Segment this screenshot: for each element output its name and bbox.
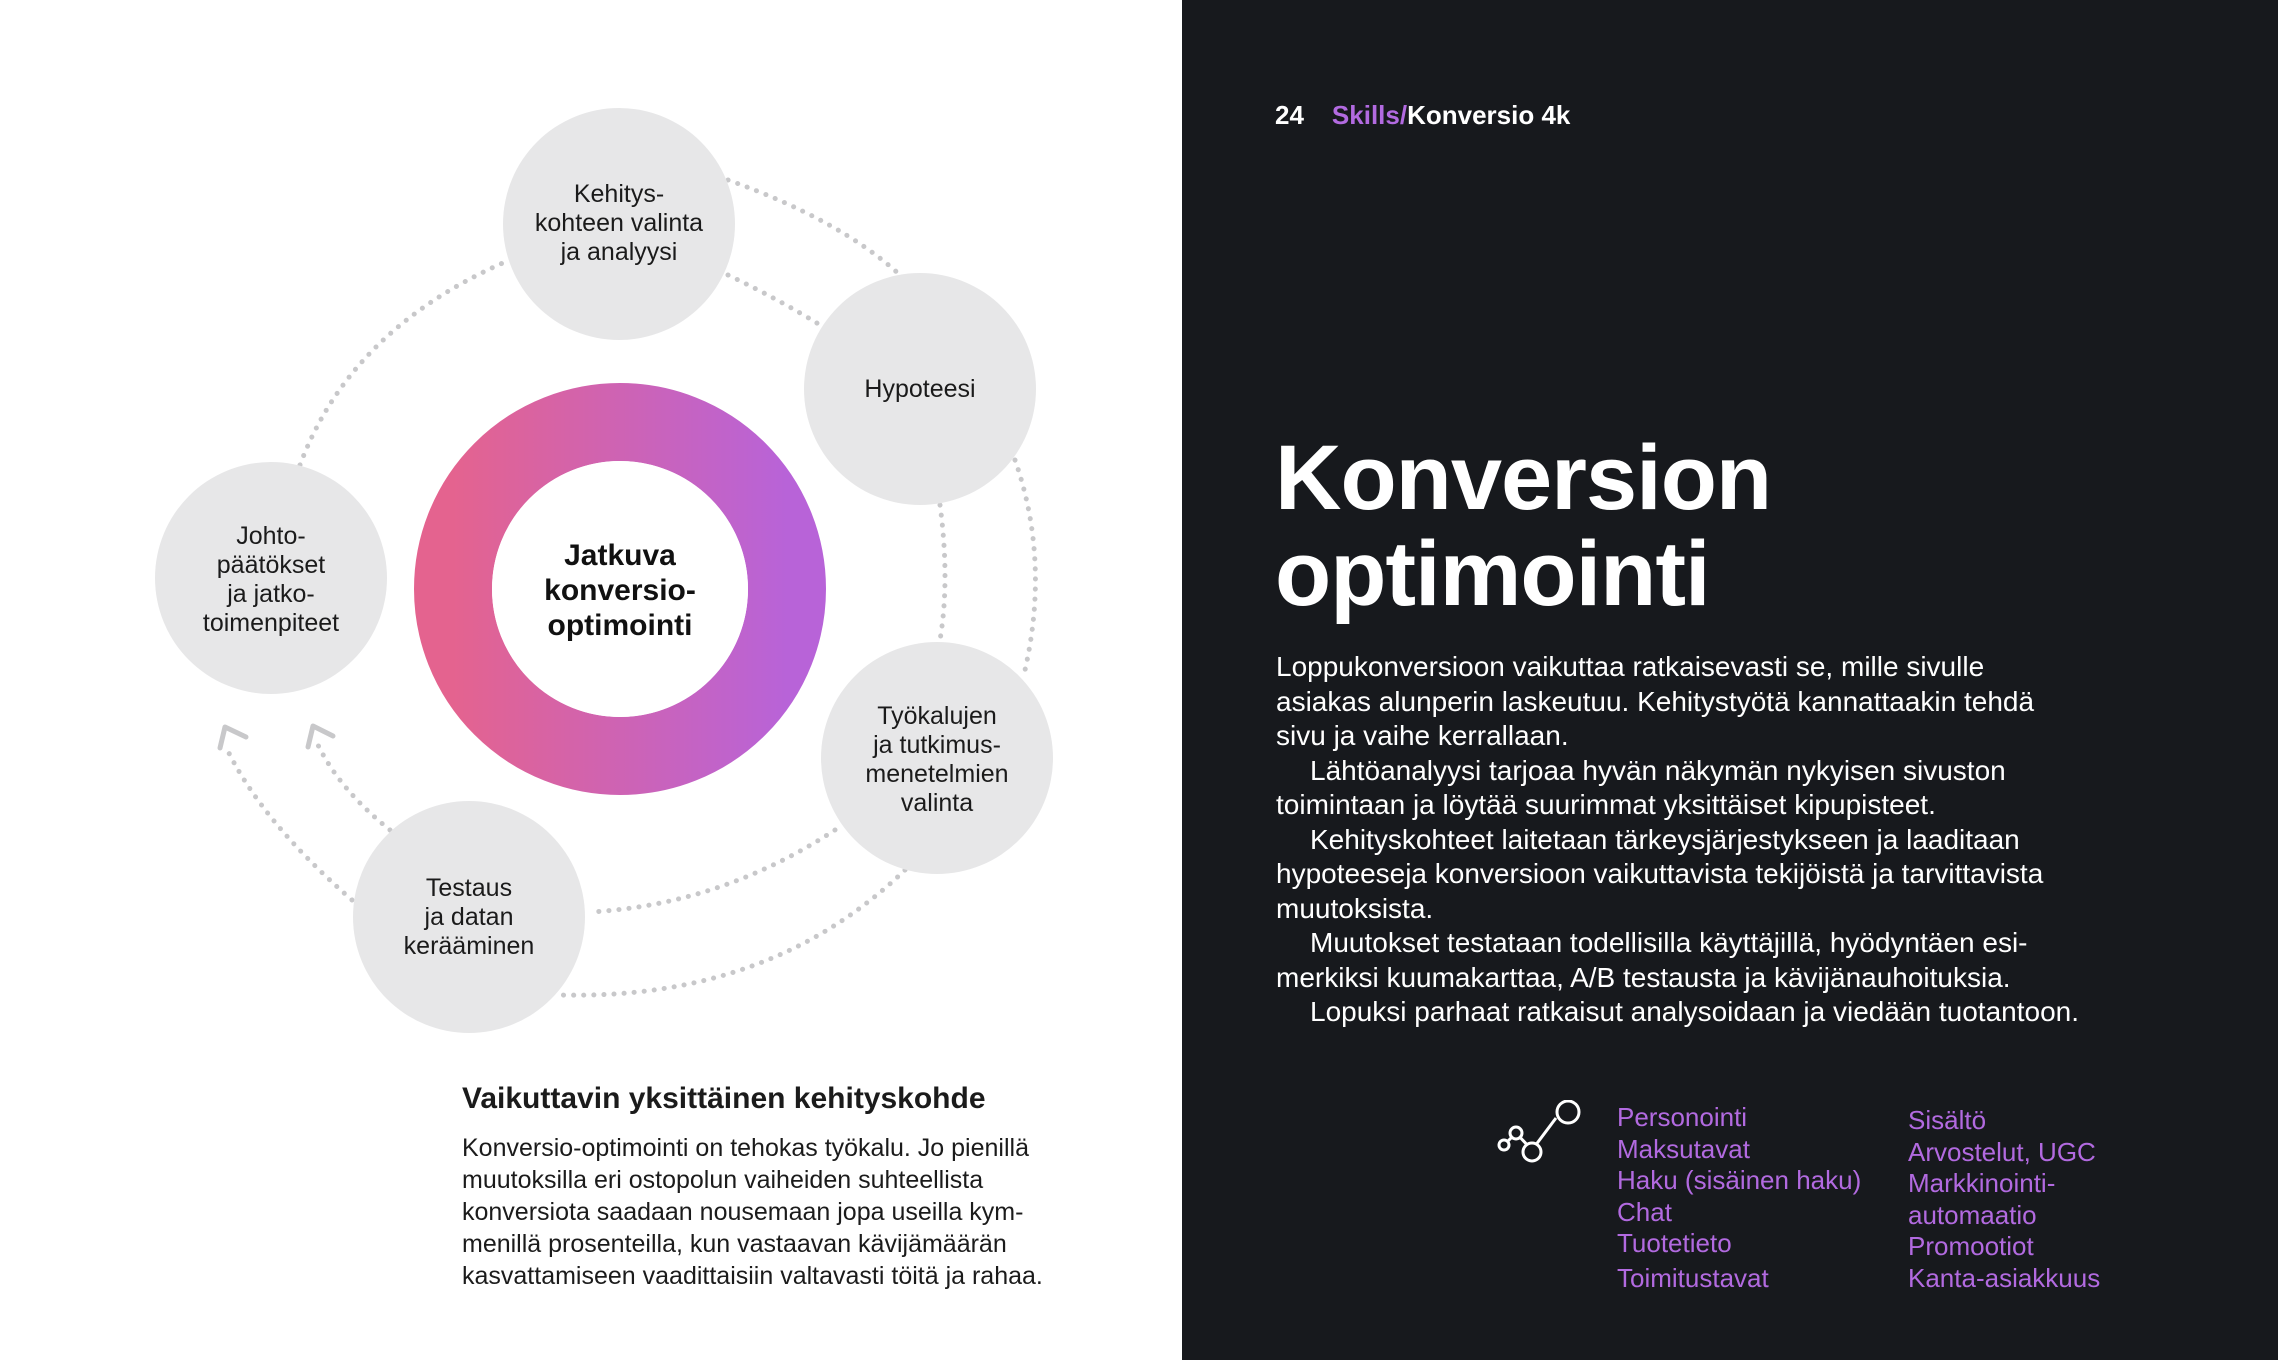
body-line: Loppukonversioon vaikuttaa ratkaisevasti se, mille sivulle xyxy=(1276,651,1985,682)
breadcrumb-skills: Skills/ xyxy=(1331,100,1408,130)
body-line: Lähtöanalyysi tarjoaa hyvän näkymän nykyisen sivuston xyxy=(1310,754,2006,786)
sub-body-line: kasvattamiseen vaadittaisiin valtavasti töitä ja rahaa. xyxy=(462,1262,1043,1290)
arc-2-inner xyxy=(940,505,945,640)
title-line: Konversion xyxy=(1275,427,1772,529)
arc-2-outer xyxy=(1015,460,1035,670)
node-line: kerääminen xyxy=(403,932,535,960)
title-line: optimointi xyxy=(1275,523,1710,625)
node-line: menetelmien xyxy=(865,760,1009,788)
center-line: optimointi xyxy=(547,609,693,642)
node-line: toimenpiteet xyxy=(202,609,340,637)
body-line: Kehityskohteet laitetaan tärkeysjärjestykseen ja laaditaan xyxy=(1310,823,2020,855)
feature-list-right xyxy=(1908,1105,2100,1294)
node-line: Hypoteesi xyxy=(864,375,976,403)
node-line: ja analyysi xyxy=(560,238,678,266)
list-item: Chat xyxy=(1617,1196,1672,1227)
feature-list-left xyxy=(1617,1102,1861,1294)
chart-nodes-icon xyxy=(1496,1100,1586,1170)
sub-body-line: muutoksilla eri ostopolun vaiheiden suhteellista xyxy=(462,1166,984,1194)
page-header xyxy=(1275,100,1570,131)
list-item: Personointi xyxy=(1617,1102,1748,1132)
sub-body-line: Konversio-optimointi on tehokas työkalu. Jo pienillä xyxy=(462,1134,1029,1162)
body-line: sivu ja vaihe kerrallaan. xyxy=(1276,720,1569,751)
arc-3-outer xyxy=(560,870,905,995)
sub-heading: Vaikuttavin yksittäinen kehityskohde xyxy=(462,1082,986,1115)
sub-body-line: konversiota saadaan nousemaan jopa useilla kym- xyxy=(462,1198,1024,1226)
arc-1-outer xyxy=(728,180,900,275)
sub-body-line: menillä prosenteilla, kun vastaavan kävijämäärän xyxy=(462,1230,1007,1258)
list-item: Toimitustavat xyxy=(1617,1262,1769,1293)
list-item: automaatio xyxy=(1908,1199,2037,1230)
node-line: ja jatko- xyxy=(227,580,315,608)
body-line: hypoteeseja konversioon vaikuttavista tekijöistä ja tarvittavista xyxy=(1276,858,2044,889)
arc-4-inner xyxy=(318,745,390,830)
list-item: Tuotetieto xyxy=(1617,1228,1732,1258)
body-line: muutoksista. xyxy=(1276,892,1434,924)
node-line: ja datan xyxy=(424,903,514,931)
node-line: kohteen valinta xyxy=(534,209,704,237)
sub-body xyxy=(462,1132,1122,1292)
node-label-testaus xyxy=(359,874,579,961)
page-title xyxy=(1275,427,1772,625)
node-label-johtopaatokset xyxy=(161,522,381,638)
node-label-kehityskohde xyxy=(509,180,729,267)
arrowhead-outer xyxy=(220,727,246,748)
node-label-hypoteesi xyxy=(810,375,1030,404)
list-item: Kanta-asiakkuus xyxy=(1908,1262,2101,1293)
body-line: asiakas alunperin laskeutuu. Kehitystyötä kannattaakin tehdä xyxy=(1276,685,2035,717)
center-line: Jatkuva xyxy=(564,539,676,572)
breadcrumb-section: Konversio 4k xyxy=(1407,100,1571,130)
arc-1-inner xyxy=(728,275,820,325)
center-label xyxy=(500,538,740,643)
list-item: Arvostelut, UGC xyxy=(1908,1136,2096,1167)
bottom-strip xyxy=(0,1360,2278,1366)
node-line: Kehitys- xyxy=(573,180,665,208)
body-line: Muutokset testataan todellisilla käyttäjillä, hyödyntäen esi- xyxy=(1310,927,2028,958)
center-line: konversio- xyxy=(544,574,696,607)
arc-5-outer xyxy=(300,262,505,465)
arc-3-inner xyxy=(590,830,835,912)
page-number: 24 xyxy=(1275,100,1304,130)
arc-4-outer xyxy=(225,745,352,900)
node-line: Työkalujen xyxy=(877,702,997,730)
node-line: ja tutkimus- xyxy=(873,731,1001,759)
list-item: Promootiot xyxy=(1908,1231,2034,1261)
body-line: Lopuksi parhaat ratkaisut analysoidaan ja viedään tuotantoon. xyxy=(1310,996,2079,1027)
node-line: valinta xyxy=(900,789,974,817)
body-line: toimintaan ja löytää suurimmat yksittäiset kipupisteet. xyxy=(1276,789,1936,820)
list-item: Haku (sisäinen haku) xyxy=(1617,1165,1862,1195)
arrowhead-inner xyxy=(308,726,333,747)
node-label-tyokalut xyxy=(827,702,1047,818)
body-line: merkiksi kuumakarttaa, A/B testausta ja kävijänauhoituksia. xyxy=(1276,961,2011,993)
node-line: Testaus xyxy=(425,874,513,902)
list-item: Sisältö xyxy=(1908,1105,1987,1135)
list-item: Markkinointi- xyxy=(1908,1168,2056,1198)
list-item: Maksutavat xyxy=(1617,1133,1750,1164)
node-line: päätökset xyxy=(216,551,326,579)
node-line: Johto- xyxy=(236,522,306,550)
body-text xyxy=(1276,650,2176,1030)
